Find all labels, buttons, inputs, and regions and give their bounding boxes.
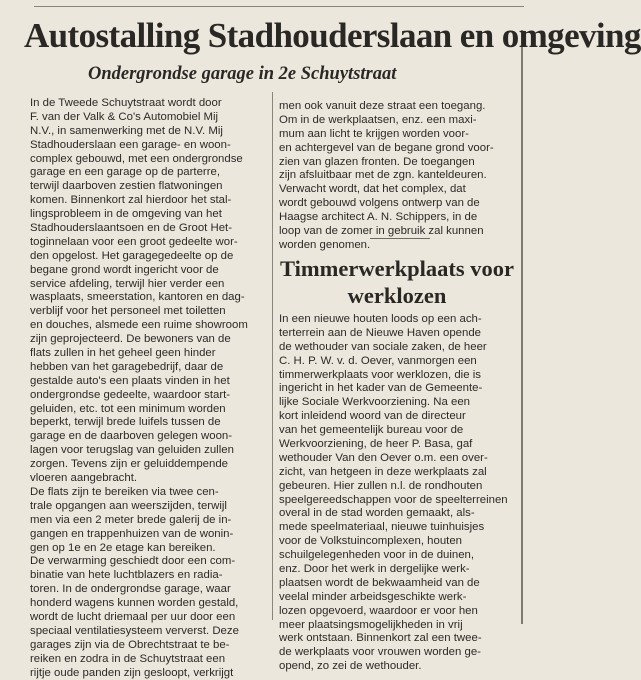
text-line: overal in de stad worden gemaakt, als- xyxy=(279,507,475,520)
text-line: timmerwerkplaats voor werklozen, die is xyxy=(279,368,481,381)
text-line: mede speelmateriaal, nieuwe tuinhuisjes xyxy=(279,521,485,534)
text-line: speelgereedschappen voor de speelterreinen xyxy=(279,493,508,506)
text-line: trale opgangen aan weerszijden, terwijl xyxy=(30,499,227,512)
text-line: vloeren aangebracht. xyxy=(30,472,138,485)
text-line: garage en de daarboven gelegen woon- xyxy=(30,430,233,443)
text-line: honderd wagens kunnen worden gestald, xyxy=(30,597,239,610)
text-line: lingsprobleem in de omgeving van het xyxy=(30,208,222,221)
text-line: Om in de werkplaatsen, enz. een maxi- xyxy=(279,113,477,126)
column-separator xyxy=(272,92,273,620)
text-line: reiken en zodra in de Schuytstraat een xyxy=(30,652,226,665)
text-line: gebeuren. Hier zullen n.l. de rondhouten xyxy=(279,479,483,492)
text-line: worden genomen. xyxy=(279,238,371,251)
article-left-column xyxy=(30,97,268,680)
text-line: kort inleidend woord van de directeur xyxy=(279,410,466,423)
text-line: loop van de zomer in gebruik zal kunnen xyxy=(279,225,484,238)
text-line: gangen en trappenhuizen van de wonin- xyxy=(30,527,234,540)
text-line: opend, zo zei de wethouder. xyxy=(279,660,422,673)
text-line: F. van der Valk & Co's Automobiel Mij xyxy=(30,110,219,123)
text-line: hebben van het garagebedrijf, daar de xyxy=(30,360,224,373)
text-line: geluiden, etc. tot een minimum worden xyxy=(30,402,226,415)
second-article-column xyxy=(279,313,522,674)
text-line: ingericht in het kader van de Gemeente- xyxy=(279,382,483,395)
text-line: garage en een garage op de parterre, xyxy=(30,166,220,179)
text-line: zijn geprojecteerd. De bewoners van de xyxy=(30,333,231,346)
text-line: veelal minder arbeidsgeschikte werk- xyxy=(279,590,467,603)
text-line: toren. In de ondergrondse garage, waar xyxy=(30,583,231,596)
text-line: wordt de lucht driemaal per uur door een xyxy=(30,610,236,623)
text-line: gestalde auto's een plaats vinden in het xyxy=(30,374,230,387)
text-line: den opgelost. Het garagegedeelte op de xyxy=(30,249,234,262)
text-line: en achtergevel van de begane grond voor- xyxy=(279,141,494,154)
text-line: complex gebouwd, met een ondergrondse xyxy=(30,152,243,165)
text-line: De flats zijn te bereiken via twee cen- xyxy=(30,485,219,498)
text-line: Verwacht wordt, dat het complex, dat xyxy=(279,183,466,196)
text-line: schuilgelegenheden voor in de duinen, xyxy=(279,549,475,562)
text-line: flats zullen in het geheel geen hinder xyxy=(30,347,216,360)
text-line: mum aan licht te krijgen worden voor- xyxy=(279,127,469,140)
section-divider xyxy=(370,238,430,239)
text-line: C. H. P. W. v. d. Oever, vanmorgen een xyxy=(279,354,477,367)
text-line: In de Tweede Schuytstraat wordt door xyxy=(30,97,222,109)
text-line: van het gemeentelijk bureau voor de xyxy=(279,424,464,437)
text-line: Haagse architect A. N. Schippers, in de xyxy=(279,211,478,224)
text-line: meer plaatsingsmogelijkheden in vrij xyxy=(279,618,463,631)
text-line: zien van glazen fronten. De toegangen xyxy=(279,155,475,168)
text-line: toginnelaan voor een groot gedeelte wor- xyxy=(30,235,238,248)
text-line: De verwarming geschiedt door een com- xyxy=(30,555,236,568)
text-line: N.V., in samenwerking met de N.V. Mij xyxy=(30,124,223,137)
text-line: de wethouder van sociale zaken, de heer xyxy=(279,340,487,353)
text-line: In een nieuwe houten loods op een ach- xyxy=(279,313,482,325)
text-line: zijn afsluitbaar met de zgn. kanteldeuren. xyxy=(279,169,487,182)
text-line: komen. Binnenkort zal hierdoor het stal- xyxy=(30,194,232,207)
text-line: wordt gebouwd volgens ontwerp van de xyxy=(279,197,480,210)
text-line: gen op 1e en 2e etage kan bereiken. xyxy=(30,541,216,554)
text-line: rijtje oude panden zijn gesloopt, verkrijgt xyxy=(30,666,234,679)
text-line: ondergrondse gedeelte, waardoor start- xyxy=(30,388,231,401)
top-rule xyxy=(34,6,524,7)
text-line: zicht, van hetgeen in deze werkplaats zal xyxy=(279,465,487,478)
text-line: de werkplaats voor vrouwen worden ge- xyxy=(279,646,481,659)
text-line: begane grond wordt ingericht voor de xyxy=(30,263,219,276)
text-line: verblijf voor het personeel met toiletten xyxy=(30,305,226,318)
text-line: Werkvoorziening, de heer P. Basa, gaf xyxy=(279,438,473,451)
text-line: en douches, alsmede een ruime showroom xyxy=(30,319,248,332)
text-line: men ook vanuit deze straat een toegang. xyxy=(279,100,486,112)
text-line: plaatsen wordt de bekwaamheid van de xyxy=(279,576,480,589)
text-line: wasplaats, smeerstation, kantoren en dag- xyxy=(30,291,245,304)
text-line: terwijl daarboven zestien flatwoningen xyxy=(30,180,223,193)
article-headline: Autostalling Stadhouderslaan en omgeving xyxy=(24,16,641,55)
text-line: lozen opgevoerd, waardoor er voor hen xyxy=(279,604,478,617)
text-line: Stadhouderslaan een garage- en woon- xyxy=(30,138,231,151)
second-article-headline xyxy=(274,255,520,309)
text-line: lagen voor terugslag van geluiden zullen xyxy=(30,444,234,457)
text-line: garages zijn via de Obrechtstraat te be- xyxy=(30,638,230,651)
second-headline-line: Timmerwerkplaats voor xyxy=(280,256,514,281)
text-line: Stadhouderslaantsoen en de Groot Het- xyxy=(30,222,233,235)
text-line: werk ontstaan. Binnenkort zal een twee- xyxy=(279,632,482,645)
text-line: voor de Volkstuincomplexen, houten xyxy=(279,535,463,548)
text-line: men via een 2 meter brede galerij de in- xyxy=(30,513,232,526)
text-line: binatie van hete luchtblazers en radia- xyxy=(30,569,223,582)
second-headline-line: werklozen xyxy=(347,283,447,308)
text-line: beperkt, terwijl brede luifels tussen de xyxy=(30,416,221,429)
text-line: zorgen. Tevens zijn er geluiddempende xyxy=(30,458,228,471)
text-line: lijke Sociale Werkvoorziening. Na een xyxy=(279,396,470,409)
article-subheadline: Ondergrondse garage in 2e Schuytstraat xyxy=(88,64,397,84)
text-line: wethouder Van den Oever o.m. een over- xyxy=(279,451,488,464)
text-line: terterrein aan de Nieuwe Haven opende xyxy=(279,326,482,339)
article-right-column xyxy=(279,100,522,253)
text-line: enz. Door het werk in dergelijke werk- xyxy=(279,563,470,576)
text-line: speciaal ventilatiesysteem ververst. Deze xyxy=(30,624,239,637)
text-line: service afdeling, terwijl hier verder een xyxy=(30,277,225,290)
